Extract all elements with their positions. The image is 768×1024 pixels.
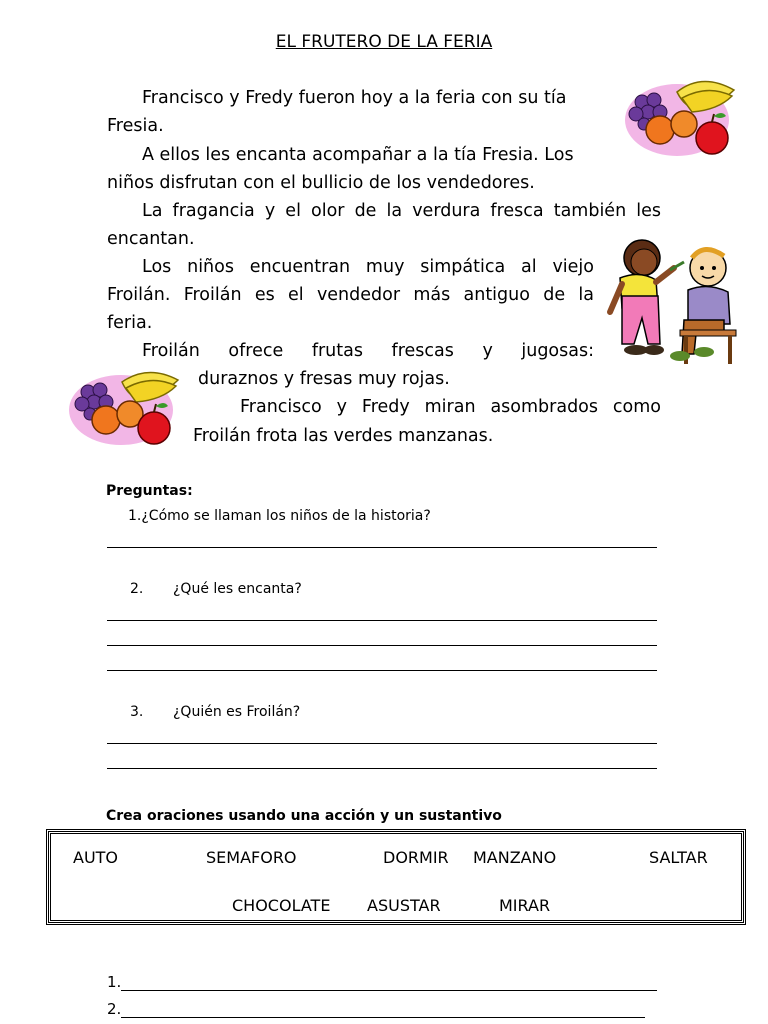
story-line: niños disfrutan con el bullicio de los vendedores. bbox=[107, 173, 535, 193]
fruit-basket-icon bbox=[66, 364, 186, 448]
sentence-number: 2. bbox=[107, 1000, 122, 1018]
question-3: ¿Quién es Froilán? bbox=[173, 704, 301, 720]
story-line: feria. bbox=[107, 313, 153, 333]
exercise-heading: Crea oraciones usando una acción y un sustantivo bbox=[106, 808, 502, 824]
question-2-number: 2. bbox=[130, 581, 144, 597]
page-title: EL FRUTERO DE LA FERIA bbox=[275, 32, 493, 52]
story-line: A ellos les encanta acompañar a la tía Fresia. Los bbox=[142, 145, 574, 165]
word: MIRAR bbox=[499, 896, 551, 915]
word-box bbox=[46, 829, 746, 925]
story-line: La fragancia y el olor de la verdura fresca también les bbox=[142, 201, 661, 221]
question-1: 1.¿Cómo se llaman los niños de la historia? bbox=[128, 508, 431, 524]
answer-line[interactable] bbox=[107, 670, 657, 671]
story-line: duraznos y fresas muy rojas. bbox=[198, 369, 450, 389]
word: CHOCOLATE bbox=[232, 896, 331, 915]
question-2: ¿Qué les encanta? bbox=[173, 581, 302, 597]
answer-line[interactable] bbox=[121, 1017, 645, 1018]
story-line: Froilán. Froilán es el vendedor más antiguo de la bbox=[107, 285, 594, 305]
word: DORMIR bbox=[383, 848, 449, 867]
word: ASUSTAR bbox=[367, 896, 441, 915]
sentence-number: 1. bbox=[107, 973, 122, 991]
story-line: Froilán frota las verdes manzanas. bbox=[193, 426, 494, 446]
story-line: Froilán ofrece frutas frescas y jugosas: bbox=[142, 341, 594, 361]
answer-line[interactable] bbox=[107, 743, 657, 744]
story-line: Los niños encuentran muy simpática al viejo bbox=[142, 257, 594, 277]
fruit-basket-icon bbox=[622, 72, 744, 160]
word: AUTO bbox=[73, 848, 119, 867]
answer-line[interactable] bbox=[121, 990, 657, 991]
word: SALTAR bbox=[649, 848, 708, 867]
story-line: Francisco y Fredy fueron hoy a la feria con su tía bbox=[142, 88, 567, 108]
word: MANZANO bbox=[473, 848, 557, 867]
answer-line[interactable] bbox=[107, 547, 657, 548]
word: SEMAFORO bbox=[206, 848, 297, 867]
story-line: encantan. bbox=[107, 229, 195, 249]
questions-heading: Preguntas: bbox=[106, 483, 193, 499]
story-line: Fresia. bbox=[107, 116, 164, 136]
answer-line[interactable] bbox=[107, 645, 657, 646]
story-line: Francisco y Fredy miran asombrados como bbox=[240, 397, 661, 417]
answer-line[interactable] bbox=[107, 620, 657, 621]
question-3-number: 3. bbox=[130, 704, 144, 720]
children-drawing-icon bbox=[604, 234, 742, 366]
answer-line[interactable] bbox=[107, 768, 657, 769]
